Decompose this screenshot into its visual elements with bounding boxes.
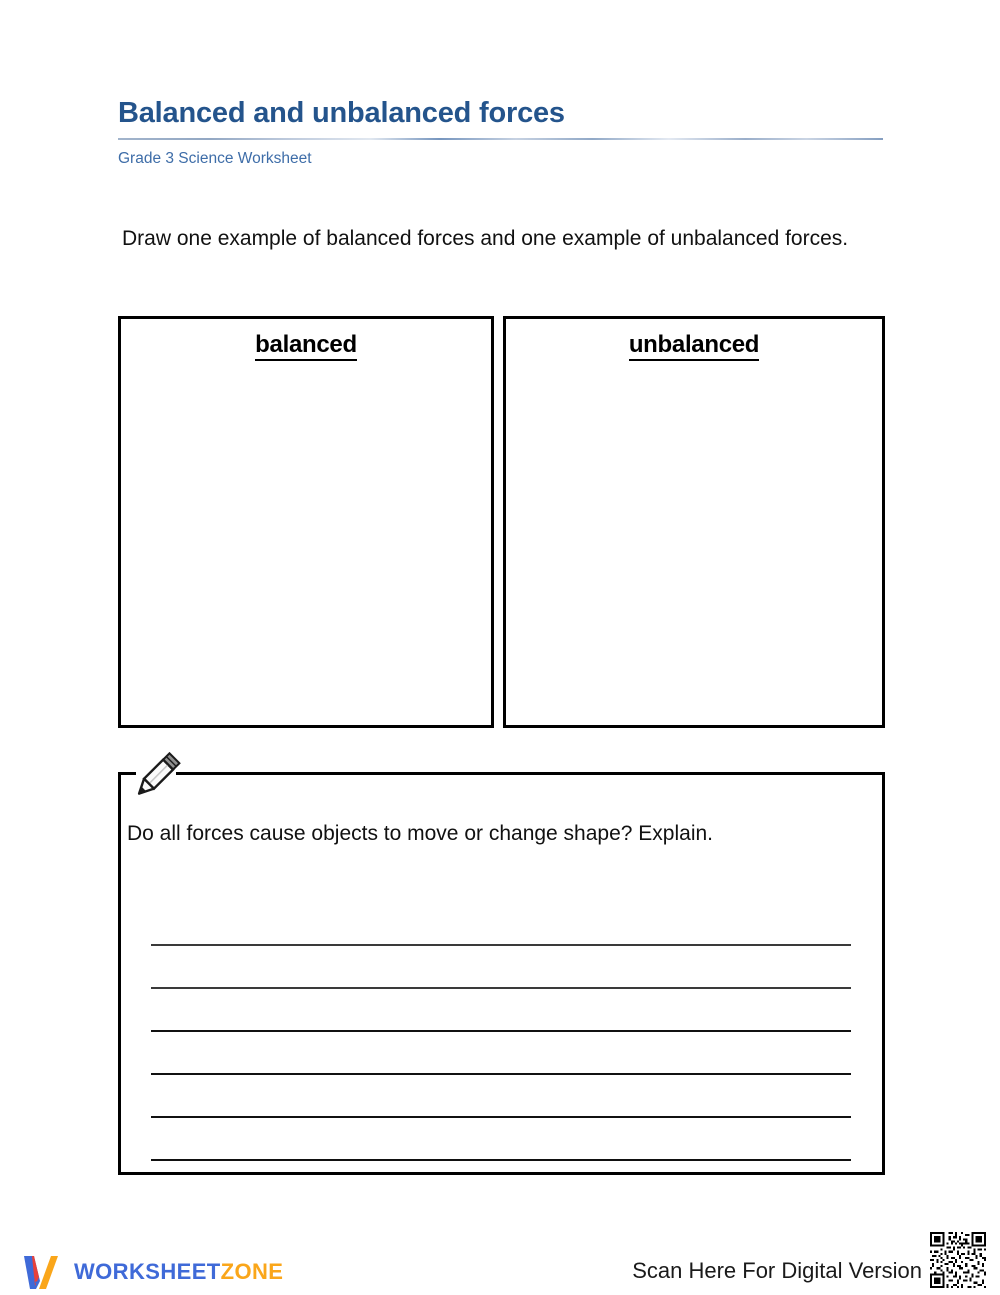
answer-line[interactable] [151, 1118, 851, 1161]
answer-line[interactable] [151, 946, 851, 989]
logo-word-zone: ZONE [220, 1259, 284, 1284]
worksheet-zone-wordmark [74, 1259, 283, 1285]
balanced-box-label-text: balanced [255, 331, 357, 361]
answer-lines-group [151, 903, 851, 1161]
question-box [118, 772, 885, 1175]
answer-line[interactable] [151, 1075, 851, 1118]
balanced-drawing-box[interactable] [118, 316, 494, 728]
worksheet-zone-logo[interactable] [22, 1252, 283, 1292]
scan-here-text: Scan Here For Digital Version [632, 1258, 922, 1283]
logo-word-worksheet: WORKSHEET [74, 1259, 221, 1284]
drawing-boxes-area [118, 316, 885, 728]
question-prompt: Do all forces cause objects to move or change shape? Explain. [127, 822, 714, 845]
page-title: Balanced and unbalanced forces [118, 97, 565, 129]
answer-line[interactable] [151, 989, 851, 1032]
answer-line[interactable] [151, 903, 851, 946]
pencil-notch [136, 762, 176, 788]
worksheet-header [118, 98, 883, 168]
unbalanced-box-label-text: unbalanced [629, 331, 759, 361]
instruction-text: Draw one example of balanced forces and one example of unbalanced forces. [122, 227, 849, 250]
answer-line[interactable] [151, 1032, 851, 1075]
balanced-box-label [121, 331, 491, 359]
unbalanced-drawing-box[interactable] [503, 316, 885, 728]
worksheet-zone-logo-mark [22, 1253, 64, 1291]
header-divider [118, 138, 883, 140]
worksheet-subtitle: Grade 3 Science Worksheet [118, 149, 312, 167]
qr-code-icon[interactable] [928, 1230, 988, 1290]
unbalanced-box-label [506, 331, 882, 359]
